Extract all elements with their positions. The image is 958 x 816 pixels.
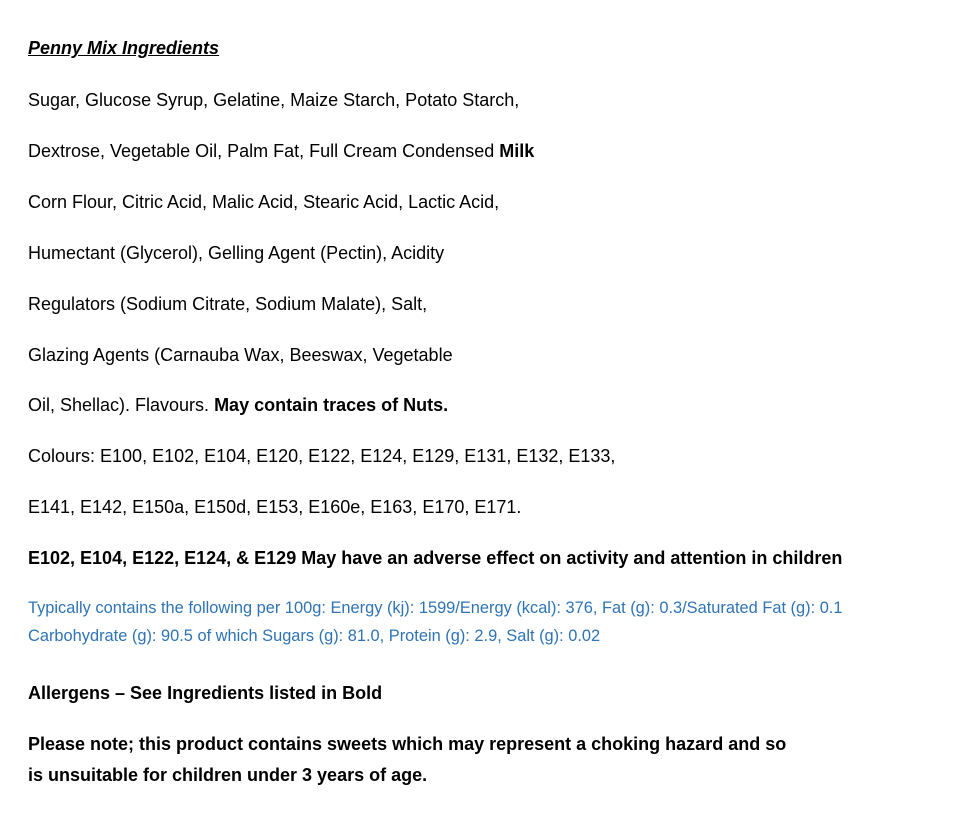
- choking-notice-line-2: is unsuitable for children under 3 years of age.: [28, 765, 428, 785]
- ingredients-text: Dextrose, Vegetable Oil, Palm Fat, Full Cream Condensed: [28, 141, 500, 161]
- ingredients-line-2: [28, 140, 534, 162]
- ingredients-line-6: Glazing Agents (Carnauba Wax, Beeswax, Vegetable: [28, 345, 453, 365]
- document-title: Penny Mix Ingredients: [28, 38, 220, 58]
- nuts-warning: May contain traces of Nuts.: [214, 395, 449, 415]
- ingredients-line-5: Regulators (Sodium Citrate, Sodium Malate), Salt,: [28, 294, 428, 314]
- colours-line-2: E141, E142, E150a, E150d, E153, E160e, E163, E170, E171.: [28, 497, 522, 517]
- colours-warning: E102, E104, E122, E124, & E129 May have an adverse effect on activity and attention in children: [28, 548, 843, 568]
- ingredients-line-3: Corn Flour, Citric Acid, Malic Acid, Stearic Acid, Lactic Acid,: [28, 192, 500, 212]
- nutrition-line-1: Typically contains the following per 100g: Energy (kj): 1599/Energy (kcal): 376, Fat (g): 0.3/Saturated Fat (g): 0.1: [28, 599, 843, 617]
- ingredients-line-4: Humectant (Glycerol), Gelling Agent (Pectin), Acidity: [28, 243, 445, 263]
- allergen-milk: Milk: [499, 141, 535, 161]
- ingredients-line-1: Sugar, Glucose Syrup, Gelatine, Maize Starch, Potato Starch,: [28, 90, 520, 110]
- ingredients-line-7: [28, 394, 448, 416]
- ingredients-text: Oil, Shellac). Flavours.: [28, 395, 215, 415]
- choking-notice-line-1: Please note; this product contains sweets which may represent a choking hazard and so: [28, 734, 787, 754]
- colours-line-1: Colours: E100, E102, E104, E120, E122, E124, E129, E131, E132, E133,: [28, 446, 616, 466]
- nutrition-line-2: Carbohydrate (g): 90.5 of which Sugars (g): 81.0, Protein (g): 2.9, Salt (g): 0.02: [28, 627, 601, 645]
- allergens-notice: Allergens – See Ingredients listed in Bold: [28, 683, 383, 703]
